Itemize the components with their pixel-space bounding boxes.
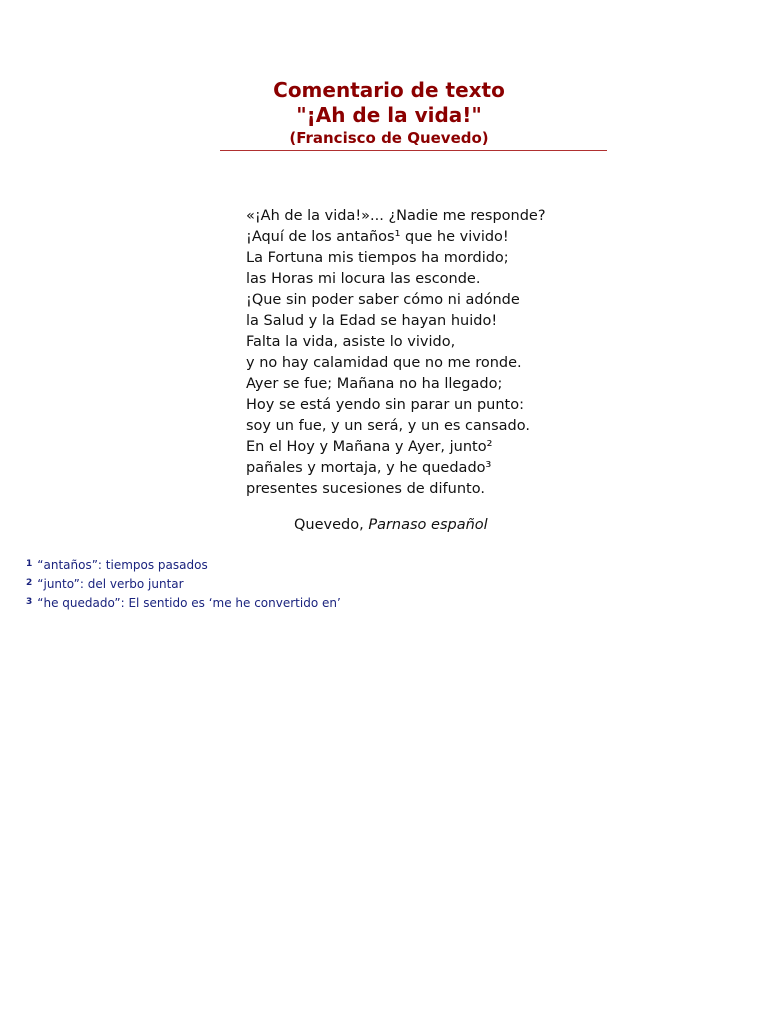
poem-line: En el Hoy y Mañana y Ayer, junto² bbox=[246, 439, 493, 455]
poem-line: las Horas mi locura las esconde. bbox=[246, 271, 481, 287]
poem-line: Ayer se fue; Mañana no ha llegado; bbox=[246, 376, 503, 392]
poem-attribution bbox=[294, 517, 488, 533]
poem-line: soy un fue, y un será, y un es cansado. bbox=[246, 418, 530, 434]
footnote-item bbox=[26, 555, 341, 574]
footnote-text: “junto”: del verbo juntar bbox=[37, 577, 184, 591]
poem-line: presentes sucesiones de difunto. bbox=[246, 481, 485, 497]
poem-line: Hoy se está yendo sin parar un punto: bbox=[246, 397, 524, 413]
poem-line: y no hay calamidad que no me ronde. bbox=[246, 355, 522, 371]
document-header bbox=[0, 78, 768, 148]
poem-body bbox=[246, 206, 566, 500]
attribution-work: Parnaso español bbox=[368, 517, 488, 533]
footnote-item bbox=[26, 574, 341, 593]
footnote-mark: 1 bbox=[26, 559, 33, 569]
attribution-author: Quevedo, bbox=[294, 517, 369, 533]
header-divider bbox=[220, 150, 607, 151]
poem-line: pañales y mortaja, y he quedado³ bbox=[246, 460, 492, 476]
footnote-text: “antaños”: tiempos pasados bbox=[37, 558, 208, 572]
poem-line: ¡Aquí de los antaños¹ que he vivido! bbox=[246, 229, 509, 245]
footnotes bbox=[26, 555, 341, 612]
poem-line: La Fortuna mis tiempos ha mordido; bbox=[246, 250, 509, 266]
author-line: (Francisco de Quevedo) bbox=[289, 129, 489, 147]
footnote-item bbox=[26, 593, 341, 612]
footnote-mark: 3 bbox=[26, 597, 33, 607]
poem-line: la Salud y la Edad se hayan huido! bbox=[246, 313, 498, 329]
poem-line: «¡Ah de la vida!»... ¿Nadie me responde? bbox=[246, 208, 546, 224]
document-title: Comentario de texto bbox=[273, 78, 505, 102]
poem-line: Falta la vida, asiste lo vivido, bbox=[246, 334, 456, 350]
footnote-text: “he quedado”: El sentido es ‘me he convertido en’ bbox=[37, 596, 341, 610]
footnote-mark: 2 bbox=[26, 578, 33, 588]
poem-line: ¡Que sin poder saber cómo ni adónde bbox=[246, 292, 520, 308]
poem-title: "¡Ah de la vida!" bbox=[296, 103, 482, 127]
